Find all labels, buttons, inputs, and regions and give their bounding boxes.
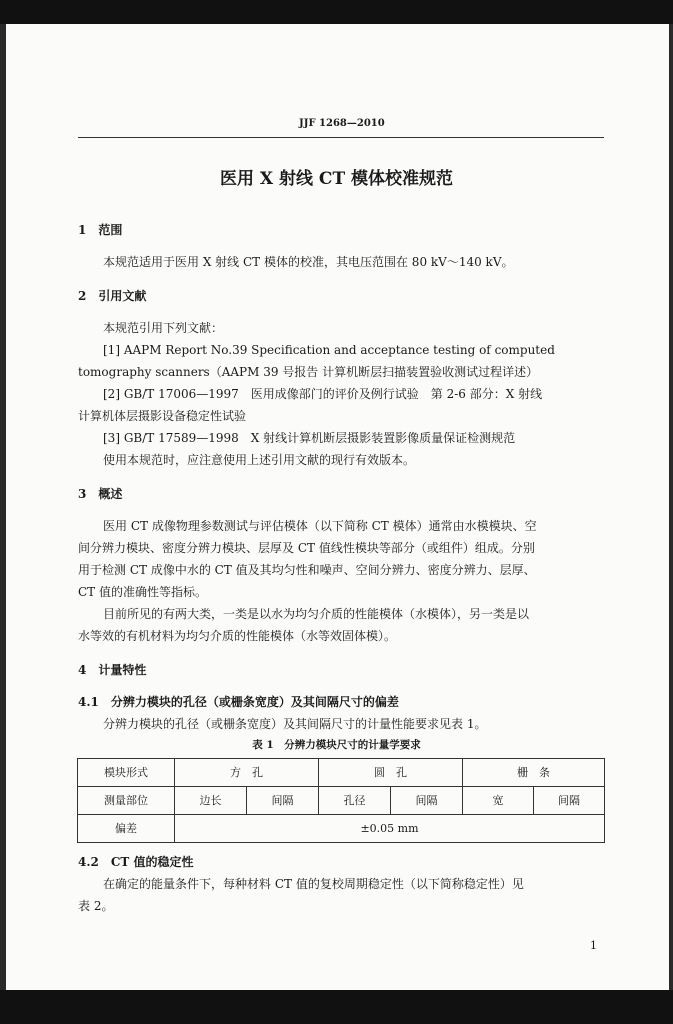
row-header-module-type: 模块形式 (78, 759, 175, 787)
table-cell: 宽 (463, 787, 534, 815)
section-2-intro: 本规范引用下列文献： (103, 321, 224, 335)
section-2-heading: 2 引用文献 (78, 289, 147, 303)
header-rule (78, 137, 604, 138)
table-1 (77, 758, 605, 843)
reference-2-line-2: 计算机体层摄影设备稳定性试验 (78, 409, 247, 423)
section-4-1-paragraph: 分辨力模块的孔径（或栅条宽度）及其间隔尺寸的计量性能要求见表 1。 (103, 717, 487, 731)
section-3-heading: 3 概述 (78, 487, 123, 501)
reference-3: [3] GB/T 17589—1998 X 射线计算机断层摄影装置影像质量保证检测规范 (103, 431, 516, 445)
section-3-p1-line-4: CT 值的准确性等指标。 (78, 585, 208, 599)
section-4-heading: 4 计量特性 (78, 663, 147, 677)
section-3-p1-line-2: 间分辨力模块、密度分辨力模块、层厚及 CT 值线性模块等部分（或组件）组成。分别 (78, 541, 535, 555)
table-row (78, 759, 605, 787)
section-3-p1-line-3: 用于检测 CT 成像中水的 CT 值及其均匀性和噪声、空间分辨力、密度分辨力、层厚、 (78, 563, 536, 577)
page-number: 1 (590, 939, 597, 952)
section-2-note: 使用本规范时，应注意使用上述引用文献的现行有效版本。 (103, 453, 416, 467)
row-header-measurement-part: 测量部位 (78, 787, 175, 815)
table-row (78, 815, 605, 843)
deviation-value: ±0.05 mm (175, 815, 605, 843)
section-4-2-heading: 4.2 CT 值的稳定性 (78, 855, 194, 869)
table-1-caption: 表 1 分辨力模块尺寸的计量学要求 (252, 739, 421, 751)
table-cell: 间隔 (534, 787, 605, 815)
column-square-hole: 方 孔 (175, 759, 319, 787)
section-1-paragraph: 本规范适用于医用 X 射线 CT 模体的校准，其电压范围在 80 kV～140 kV。 (103, 255, 514, 269)
table-cell: 边长 (175, 787, 247, 815)
row-header-deviation: 偏差 (78, 815, 175, 843)
table-cell: 间隔 (391, 787, 463, 815)
section-3-p1-line-1: 医用 CT 成像物理参数测试与评估模体（以下简称 CT 模体）通常由水模模块、空 (103, 519, 537, 533)
column-round-hole: 圆 孔 (319, 759, 463, 787)
section-4-2-p1-line-1: 在确定的能量条件下，每种材料 CT 值的复校周期稳定性（以下简称稳定性）见 (103, 877, 524, 891)
reference-2-line-1: [2] GB/T 17006—1997 医用成像部门的评价及例行试验 第 2-6 部分：X 射线 (103, 387, 543, 401)
section-3-p2-line-1: 目前所见的有两大类，一类是以水为均匀介质的性能模体（水模体），另一类是以 (103, 607, 530, 621)
section-4-2-p1-line-2: 表 2。 (78, 899, 114, 913)
column-grid-bar: 栅 条 (463, 759, 605, 787)
section-4-1-heading: 4.1 分辨力模块的孔径（或栅条宽度）及其间隔尺寸的偏差 (78, 695, 399, 709)
reference-1-line-2: tomography scanners（AAPM 39 号报告 计算机断层扫描装置验收测试过程详述） (78, 365, 539, 379)
table-cell: 孔径 (319, 787, 391, 815)
standard-code: JJF 1268—2010 (299, 118, 385, 129)
reference-1-line-1: [1] AAPM Report No.39 Specification and acceptance testing of computed (103, 343, 555, 357)
table-cell: 间隔 (247, 787, 319, 815)
scan-bottom-border (0, 990, 673, 1024)
section-3-p2-line-2: 水等效的有机材料为均匀介质的性能模体（水等效固体模）。 (78, 629, 397, 643)
document-title: 医用 X 射线 CT 模体校准规范 (219, 169, 454, 189)
section-1-heading: 1 范围 (78, 223, 123, 237)
scan-top-border (0, 0, 673, 24)
table-row (78, 787, 605, 815)
